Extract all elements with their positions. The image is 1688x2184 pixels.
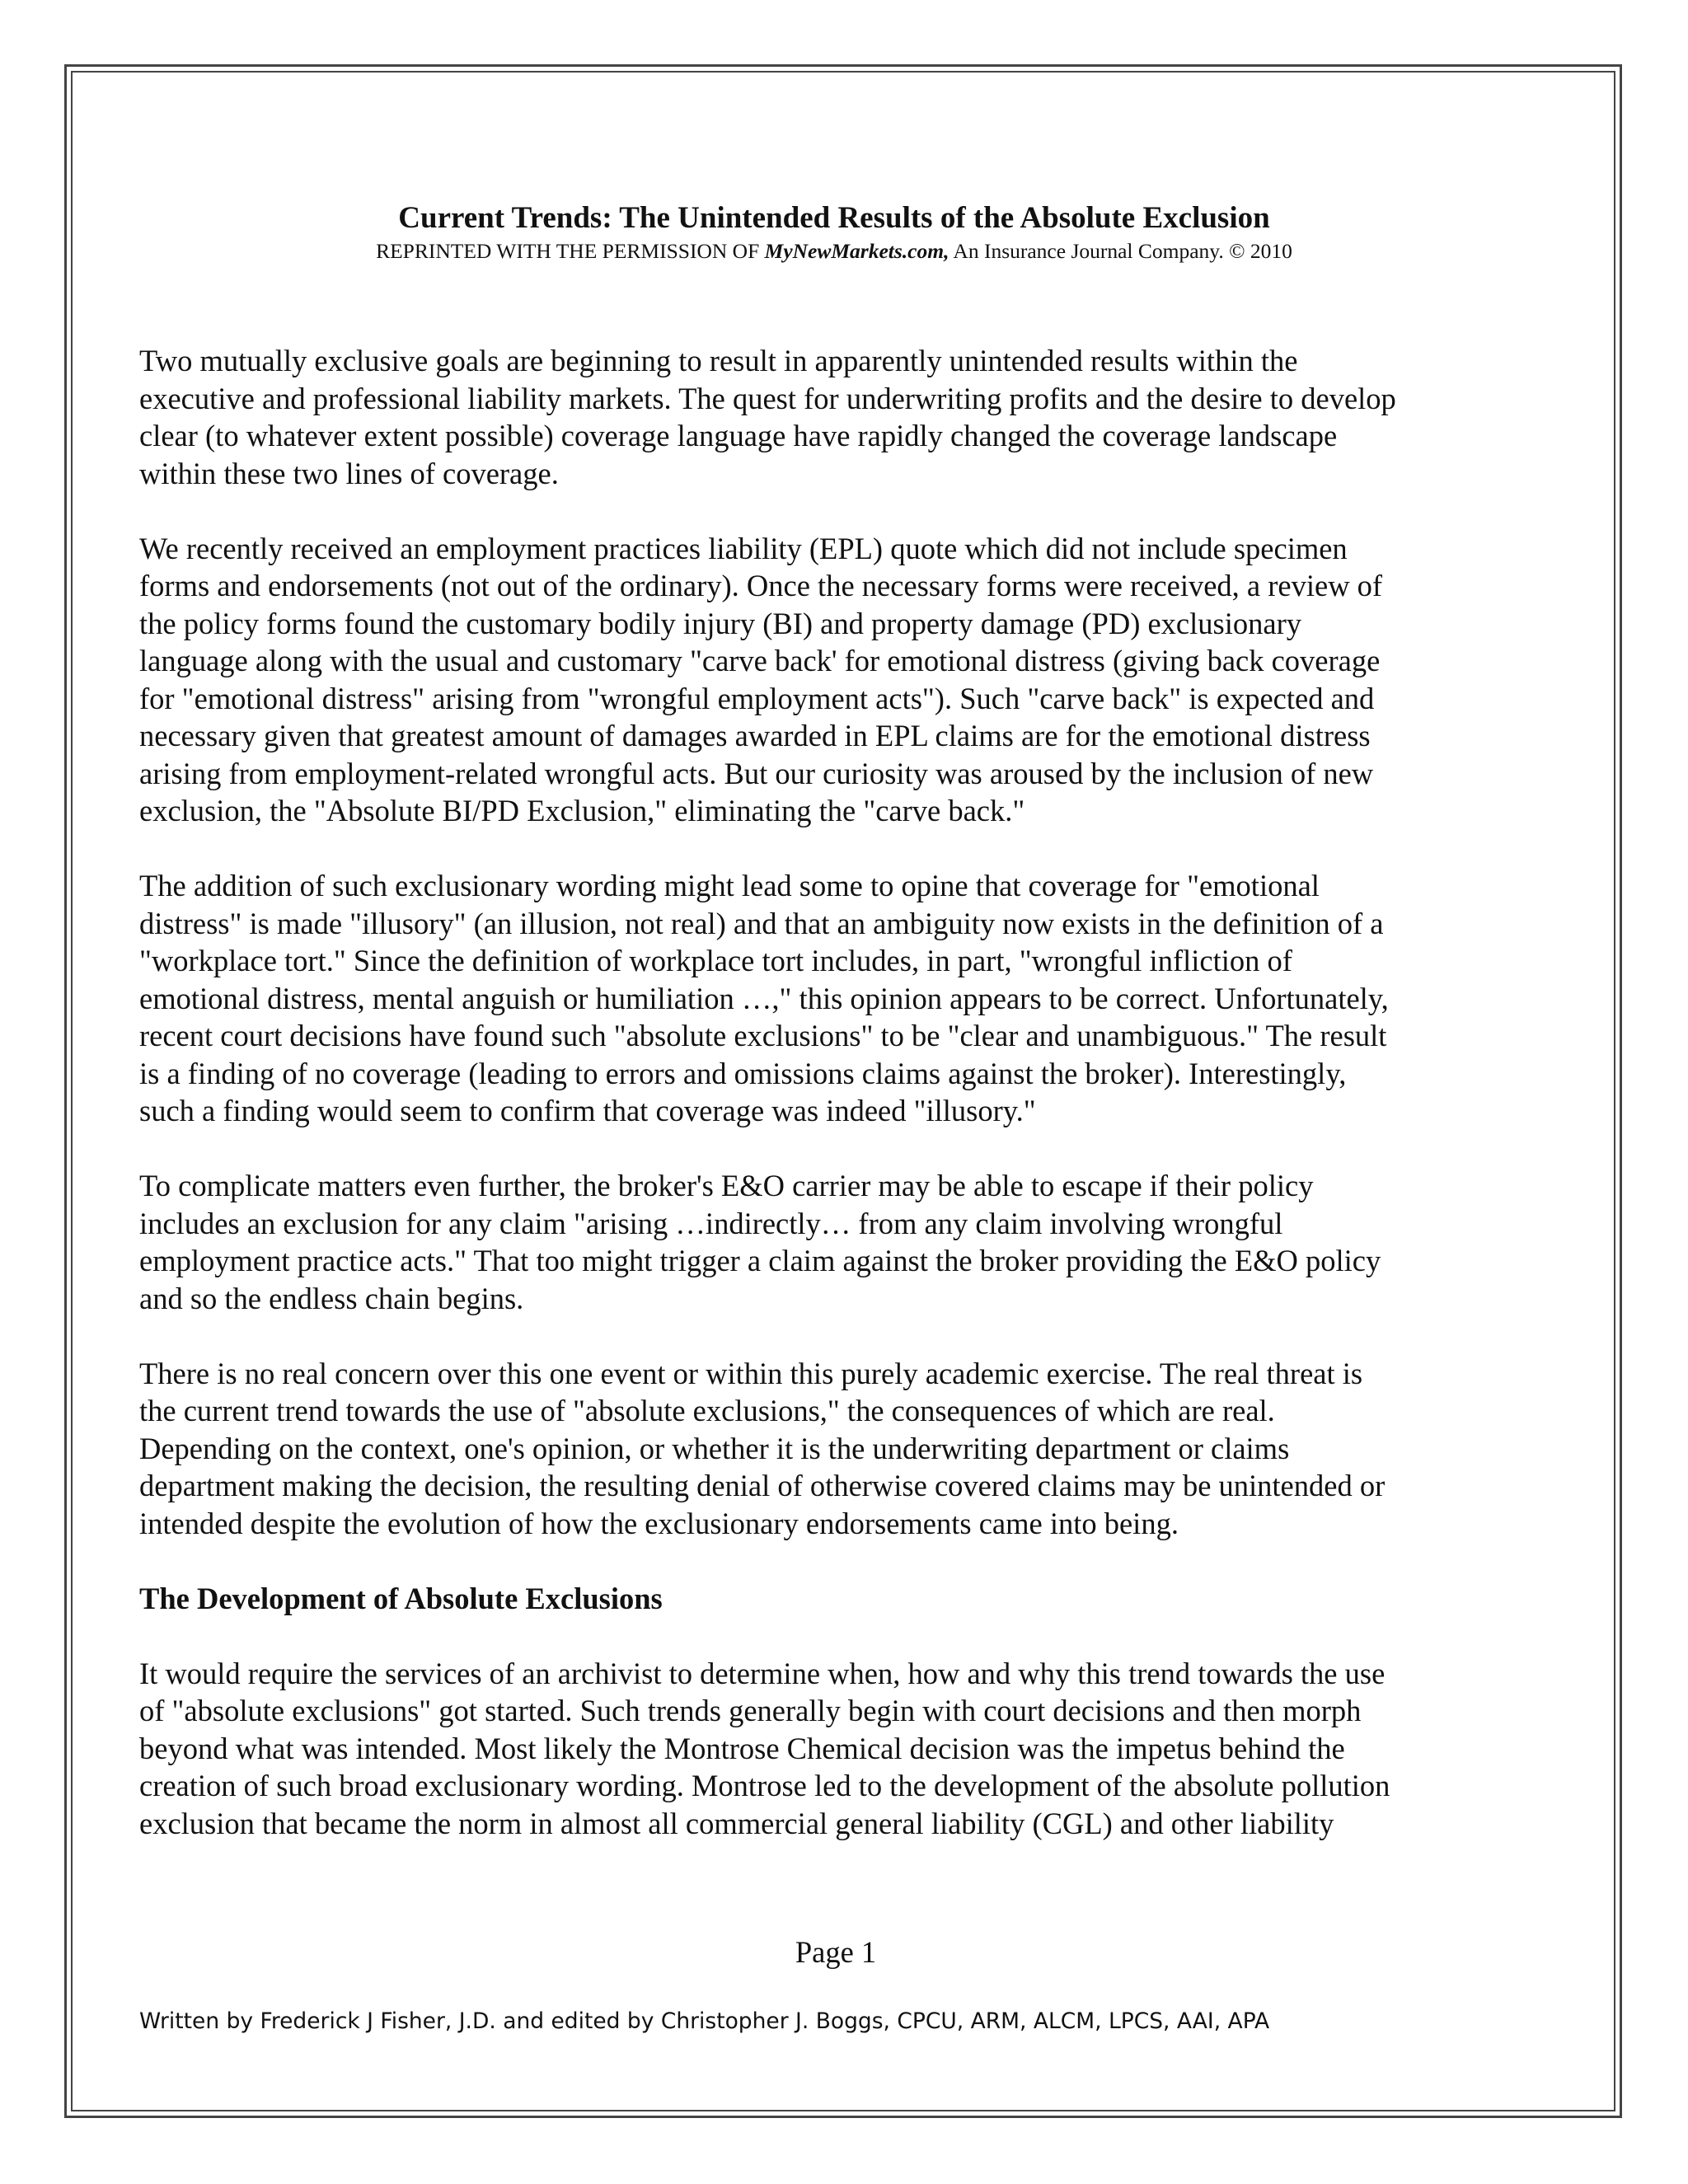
text-line: includes an exclusion for any claim "arising …indirectly… from any claim involving wrongful <box>139 1206 1283 1240</box>
text-line: for "emotional distress" arising from "wrongful employment acts"). Such "carve back" is expected and <box>139 681 1375 715</box>
text-line: exclusion, the "Absolute BI/PD Exclusion," eliminating the "carve back." <box>139 794 1025 827</box>
text-line: of "absolute exclusions" got started. Such trends generally begin with court decisions and then morph <box>139 1694 1362 1727</box>
section-heading: The Development of Absolute Exclusions <box>139 1581 663 1615</box>
text-line: It would require the services of an archivist to determine when, how and why this trend towards the use <box>139 1656 1386 1690</box>
text-line: To complicate matters even further, the broker's E&O carrier may be able to escape if their policy <box>139 1169 1314 1202</box>
text-line: executive and professional liability markets. The quest for underwriting profits and the desire to develop <box>139 381 1396 415</box>
text-line: recent court decisions have found such "absolute exclusions" to be "clear and unambiguous." The result <box>139 1019 1387 1052</box>
paragraph-real-threat <box>139 1355 1540 1543</box>
document-title: Current Trends: The Unintended Results of the Absolute Exclusion <box>398 201 1270 235</box>
paragraph-illusory-coverage <box>139 867 1540 1130</box>
text-line: "workplace tort." Since the definition of workplace tort includes, in part, "wrongful infliction of <box>139 944 1292 977</box>
article-body <box>139 342 1540 1880</box>
paragraph-epl-quote <box>139 530 1540 830</box>
text-line: is a finding of no coverage (leading to errors and omissions claims against the broker). Interestingly, <box>139 1056 1347 1090</box>
text-line: within these two lines of coverage. <box>139 456 559 490</box>
text-line: We recently received an employment practices liability (EPL) quote which did not include specimen <box>139 531 1348 565</box>
text-line: the current trend towards the use of "absolute exclusions," the consequences of which are real. <box>139 1394 1275 1427</box>
paragraph-intro <box>139 342 1540 492</box>
text-line: intended despite the evolution of how the exclusionary endorsements came into being. <box>139 1506 1179 1540</box>
text-line: and so the endless chain begins. <box>139 1281 524 1315</box>
paragraph-development <box>139 1655 1540 1843</box>
text-line: the policy forms found the customary bodily injury (BI) and property damage (PD) exclusionary <box>139 606 1301 640</box>
reprint-publication: MyNewMarkets.com, <box>764 239 950 263</box>
text-line: beyond what was intended. Most likely the Montrose Chemical decision was the impetus behind the <box>139 1731 1345 1765</box>
page-number: Page 1 <box>795 1935 877 1969</box>
text-line: Two mutually exclusive goals are beginning to result in apparently unintended results within the <box>139 344 1298 377</box>
text-line: necessary given that greatest amount of damages awarded in EPL claims are for the emotional distress <box>139 719 1371 752</box>
text-line: Depending on the context, one's opinion, or whether it is the underwriting department or claims <box>139 1431 1290 1465</box>
text-line: exclusion that became the norm in almost all commercial general liability (CGL) and other liability <box>139 1806 1334 1840</box>
text-line: There is no real concern over this one event or within this purely academic exercise. The real threat is <box>139 1356 1363 1390</box>
text-line: such a finding would seem to confirm that coverage was indeed "illusory." <box>139 1094 1036 1127</box>
text-line: creation of such broad exclusionary wording. Montrose led to the development of the absolute pollution <box>139 1769 1390 1802</box>
text-line: clear (to whatever extent possible) coverage language have rapidly changed the coverage landscape <box>139 419 1338 452</box>
text-line: distress" is made "illusory" (an illusion, not real) and that an ambiguity now exists in the definition of a <box>139 906 1384 940</box>
text-line: arising from employment-related wrongful acts. But our curiosity was aroused by the inclusion of new <box>139 756 1374 790</box>
reprint-prefix: REPRINTED WITH THE PERMISSION OF <box>376 239 760 263</box>
text-line: forms and endorsements (not out of the ordinary). Once the necessary forms were received, a review of <box>139 569 1383 602</box>
text-line: The addition of such exclusionary wording might lead some to opine that coverage for "emotional <box>139 869 1320 902</box>
paragraph-eo-carrier <box>139 1167 1540 1317</box>
reprint-notice <box>0 238 1668 265</box>
reprint-suffix: An Insurance Journal Company. © 2010 <box>953 239 1292 263</box>
text-line: emotional distress, mental anguish or humiliation …," this opinion appears to be correct. Unfortunately, <box>139 981 1389 1015</box>
text-line: language along with the usual and customary "carve back' for emotional distress (giving back coverage <box>139 644 1381 677</box>
text-line: employment practice acts." That too might trigger a claim against the broker providing the E&O policy <box>139 1244 1381 1277</box>
text-line: department making the decision, the resulting denial of otherwise covered claims may be unintended or <box>139 1469 1386 1502</box>
author-credit: Written by Frederick J Fisher, J.D. and edited by Christopher J. Boggs, CPCU, ARM, ALCM, LPCS, AAI, APA <box>139 2008 1270 2034</box>
